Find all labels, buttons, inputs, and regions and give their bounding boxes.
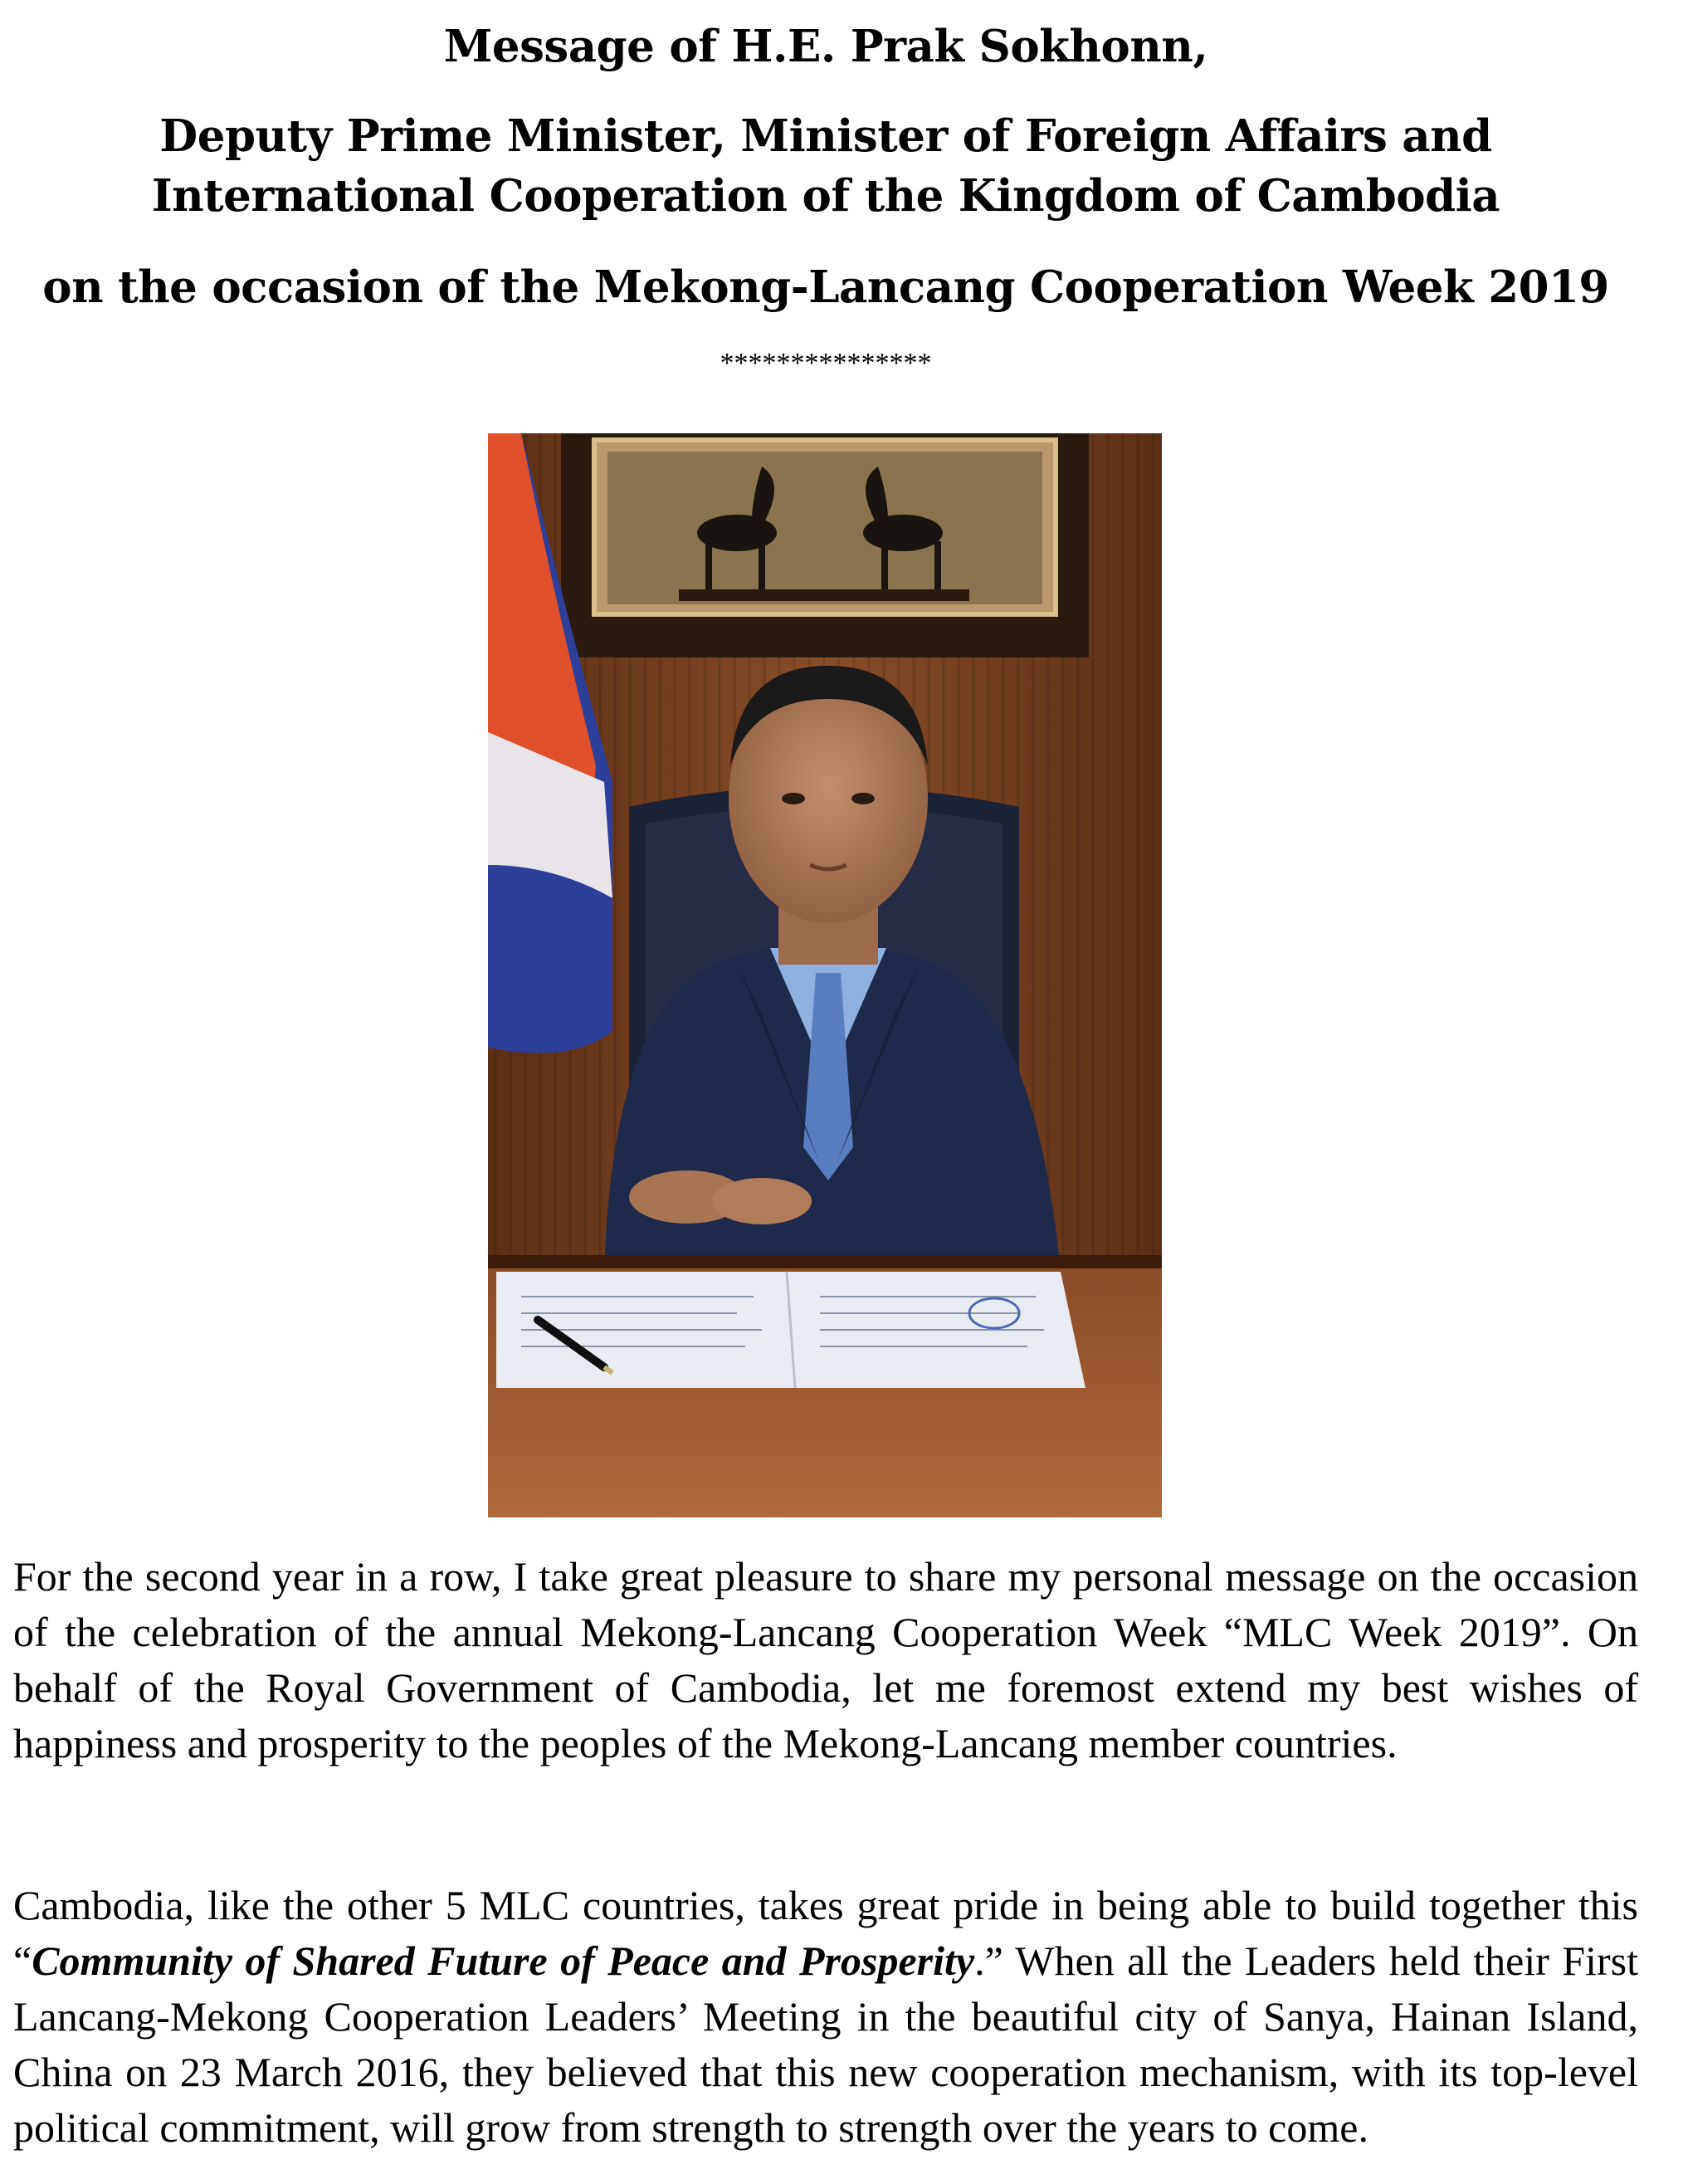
- portrait-photo: [488, 433, 1162, 1517]
- paragraph-2-emphasis: Community of Shared Future of Peace and Prosperity: [32, 1937, 975, 1984]
- title-line-2: Deputy Prime Minister, Minister of Foreign Affairs and International Cooperation of the Kingdom of Cambodia: [151, 110, 1500, 222]
- separator-stars: ***************: [720, 348, 932, 379]
- paragraph-2-after: .” When all the Leaders held their First Lancang-Mekong Cooperation Leaders’ Meeting in the beautiful city of Sanya, Hainan Island, China on 23 March 2016, they believed that this new cooperation mechanism, with its top-level political commitment, will grow from strength to strength over the years to come.: [13, 1937, 1639, 2151]
- title-line-1: Message of H.E. Prak Sokhonn,: [443, 21, 1208, 72]
- title-line-3: on the occasion of the Mekong-Lancang Cooperation Week 2019: [42, 261, 1609, 313]
- paragraph-2: [13, 1878, 1638, 2156]
- portrait-illustration: [488, 433, 1162, 1517]
- paragraph-1: For the second year in a row, I take great pleasure to share my personal message on the occasion of the celebration of the annual Mekong-Lancang Cooperation Week “MLC Week 2019”. On behalf of the Royal Government of Cambodia, let me foremost extend my best wishes of happiness and prosperity to the peoples of the Mekong-Lancang member countries.: [13, 1553, 1638, 1766]
- paragraph-2-before: Cambodia, like the other 5 MLC countries, takes great pride in being able to build together this “: [13, 1882, 1638, 1984]
